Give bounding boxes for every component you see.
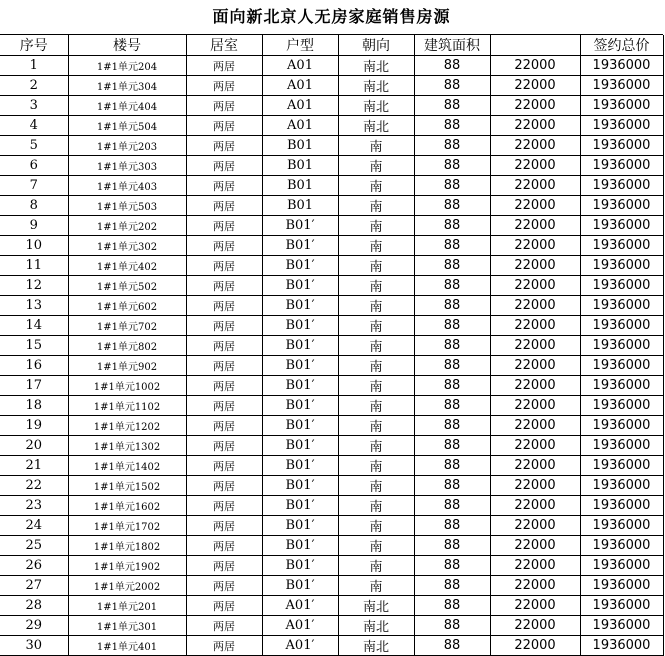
row-building: 1#1单元403 xyxy=(68,176,186,196)
row-seq: 13 xyxy=(0,296,68,316)
row-seq: 16 xyxy=(0,356,68,376)
table-row xyxy=(0,96,663,116)
header-area: 建筑面积 xyxy=(414,35,490,56)
row-area: 88 xyxy=(414,76,490,96)
row-total-price: 1936000 xyxy=(580,256,663,276)
row-unit-price: 22000 xyxy=(490,116,580,136)
row-rooms: 两居 xyxy=(186,236,262,256)
row-unit-price: 22000 xyxy=(490,376,580,396)
row-layout: B01′ xyxy=(262,376,338,396)
row-building: 1#1单元304 xyxy=(68,76,186,96)
table-row xyxy=(0,576,663,596)
row-seq: 25 xyxy=(0,536,68,556)
row-layout: B01 xyxy=(262,196,338,216)
row-layout: A01′ xyxy=(262,616,338,636)
row-seq: 22 xyxy=(0,476,68,496)
table-row xyxy=(0,596,663,616)
row-rooms: 两居 xyxy=(186,316,262,336)
table-row xyxy=(0,236,663,256)
row-area: 88 xyxy=(414,456,490,476)
table-row xyxy=(0,316,663,336)
table-row xyxy=(0,496,663,516)
row-building: 1#1单元203 xyxy=(68,136,186,156)
row-orientation: 南 xyxy=(338,236,414,256)
row-area: 88 xyxy=(414,616,490,636)
row-building: 1#1单元301 xyxy=(68,616,186,636)
row-unit-price: 22000 xyxy=(490,396,580,416)
row-area: 88 xyxy=(414,536,490,556)
row-orientation: 南 xyxy=(338,356,414,376)
row-layout: B01′ xyxy=(262,556,338,576)
row-unit-price: 22000 xyxy=(490,156,580,176)
table-row xyxy=(0,336,663,356)
row-total-price: 1936000 xyxy=(580,456,663,476)
row-total-price: 1936000 xyxy=(580,56,663,76)
row-seq: 26 xyxy=(0,556,68,576)
row-orientation: 南 xyxy=(338,416,414,436)
row-rooms: 两居 xyxy=(186,196,262,216)
row-rooms: 两居 xyxy=(186,536,262,556)
row-building: 1#1单元202 xyxy=(68,216,186,236)
sheet-title: 面向新北京人无房家庭销售房源 xyxy=(0,0,663,35)
row-seq: 15 xyxy=(0,336,68,356)
row-orientation: 南 xyxy=(338,296,414,316)
row-layout: B01′ xyxy=(262,336,338,356)
row-building: 1#1单元702 xyxy=(68,316,186,336)
row-rooms: 两居 xyxy=(186,376,262,396)
row-total-price: 1936000 xyxy=(580,496,663,516)
table-row xyxy=(0,476,663,496)
row-rooms: 两居 xyxy=(186,516,262,536)
row-rooms: 两居 xyxy=(186,136,262,156)
row-building: 1#1单元504 xyxy=(68,116,186,136)
table-row xyxy=(0,456,663,476)
row-area: 88 xyxy=(414,116,490,136)
row-area: 88 xyxy=(414,176,490,196)
row-seq: 1 xyxy=(0,56,68,76)
table-row xyxy=(0,256,663,276)
table-row xyxy=(0,216,663,236)
row-total-price: 1936000 xyxy=(580,376,663,396)
row-orientation: 南 xyxy=(338,376,414,396)
row-area: 88 xyxy=(414,496,490,516)
row-rooms: 两居 xyxy=(186,56,262,76)
table-row xyxy=(0,136,663,156)
row-building: 1#1单元602 xyxy=(68,296,186,316)
row-total-price: 1936000 xyxy=(580,136,663,156)
row-layout: B01′ xyxy=(262,316,338,336)
row-unit-price: 22000 xyxy=(490,436,580,456)
row-total-price: 1936000 xyxy=(580,296,663,316)
row-unit-price: 22000 xyxy=(490,196,580,216)
row-area: 88 xyxy=(414,136,490,156)
row-area: 88 xyxy=(414,256,490,276)
row-area: 88 xyxy=(414,516,490,536)
row-area: 88 xyxy=(414,56,490,76)
table-row xyxy=(0,356,663,376)
header-building: 楼号 xyxy=(68,35,186,56)
row-seq: 29 xyxy=(0,616,68,636)
header-layout: 户型 xyxy=(262,35,338,56)
row-layout: B01′ xyxy=(262,216,338,236)
row-total-price: 1936000 xyxy=(580,156,663,176)
row-seq: 8 xyxy=(0,196,68,216)
row-layout: A01 xyxy=(262,76,338,96)
row-building: 1#1单元1402 xyxy=(68,456,186,476)
row-unit-price: 22000 xyxy=(490,336,580,356)
table-row xyxy=(0,636,663,656)
header-total-price: 签约总价 xyxy=(580,35,663,56)
row-rooms: 两居 xyxy=(186,276,262,296)
table-row xyxy=(0,556,663,576)
row-orientation: 南北 xyxy=(338,596,414,616)
row-layout: B01′ xyxy=(262,456,338,476)
row-area: 88 xyxy=(414,276,490,296)
row-orientation: 南北 xyxy=(338,76,414,96)
row-layout: B01′ xyxy=(262,236,338,256)
row-rooms: 两居 xyxy=(186,616,262,636)
table-row xyxy=(0,76,663,96)
row-area: 88 xyxy=(414,576,490,596)
row-area: 88 xyxy=(414,236,490,256)
row-building: 1#1单元1802 xyxy=(68,536,186,556)
row-layout: B01′ xyxy=(262,516,338,536)
row-layout: B01′ xyxy=(262,476,338,496)
row-building: 1#1单元204 xyxy=(68,56,186,76)
table-row xyxy=(0,156,663,176)
row-area: 88 xyxy=(414,596,490,616)
row-unit-price: 22000 xyxy=(490,636,580,656)
row-seq: 14 xyxy=(0,316,68,336)
row-orientation: 南 xyxy=(338,156,414,176)
row-layout: A01 xyxy=(262,96,338,116)
row-unit-price: 22000 xyxy=(490,176,580,196)
row-unit-price: 22000 xyxy=(490,256,580,276)
table-row xyxy=(0,396,663,416)
row-layout: B01 xyxy=(262,156,338,176)
row-rooms: 两居 xyxy=(186,356,262,376)
row-area: 88 xyxy=(414,156,490,176)
row-unit-price: 22000 xyxy=(490,616,580,636)
row-unit-price: 22000 xyxy=(490,236,580,256)
row-rooms: 两居 xyxy=(186,76,262,96)
row-orientation: 南 xyxy=(338,216,414,236)
row-total-price: 1936000 xyxy=(580,316,663,336)
header-row xyxy=(0,35,663,56)
row-unit-price: 22000 xyxy=(490,216,580,236)
row-rooms: 两居 xyxy=(186,216,262,236)
row-rooms: 两居 xyxy=(186,156,262,176)
row-orientation: 南 xyxy=(338,556,414,576)
row-unit-price: 22000 xyxy=(490,356,580,376)
row-area: 88 xyxy=(414,556,490,576)
row-unit-price: 22000 xyxy=(490,576,580,596)
listing-table xyxy=(0,35,664,656)
row-area: 88 xyxy=(414,296,490,316)
row-seq: 9 xyxy=(0,216,68,236)
row-total-price: 1936000 xyxy=(580,116,663,136)
row-seq: 5 xyxy=(0,136,68,156)
table-row xyxy=(0,296,663,316)
row-total-price: 1936000 xyxy=(580,516,663,536)
row-layout: A01′ xyxy=(262,596,338,616)
row-total-price: 1936000 xyxy=(580,596,663,616)
row-rooms: 两居 xyxy=(186,496,262,516)
row-seq: 19 xyxy=(0,416,68,436)
row-unit-price: 22000 xyxy=(490,76,580,96)
row-rooms: 两居 xyxy=(186,296,262,316)
row-building: 1#1单元1002 xyxy=(68,376,186,396)
row-total-price: 1936000 xyxy=(580,356,663,376)
row-building: 1#1单元902 xyxy=(68,356,186,376)
row-unit-price: 22000 xyxy=(490,56,580,76)
row-orientation: 南北 xyxy=(338,616,414,636)
row-orientation: 南 xyxy=(338,176,414,196)
row-seq: 18 xyxy=(0,396,68,416)
row-building: 1#1单元802 xyxy=(68,336,186,356)
table-row xyxy=(0,516,663,536)
row-orientation: 南北 xyxy=(338,56,414,76)
row-area: 88 xyxy=(414,436,490,456)
row-area: 88 xyxy=(414,356,490,376)
row-building: 1#1单元1902 xyxy=(68,556,186,576)
row-seq: 2 xyxy=(0,76,68,96)
row-building: 1#1单元1102 xyxy=(68,396,186,416)
row-layout: A01 xyxy=(262,116,338,136)
row-building: 1#1单元404 xyxy=(68,96,186,116)
row-layout: B01 xyxy=(262,136,338,156)
row-seq: 27 xyxy=(0,576,68,596)
row-rooms: 两居 xyxy=(186,256,262,276)
row-area: 88 xyxy=(414,196,490,216)
row-layout: B01′ xyxy=(262,296,338,316)
row-building: 1#1单元201 xyxy=(68,596,186,616)
row-total-price: 1936000 xyxy=(580,556,663,576)
header-orientation: 朝向 xyxy=(338,35,414,56)
row-total-price: 1936000 xyxy=(580,236,663,256)
row-building: 1#1单元2002 xyxy=(68,576,186,596)
table-row xyxy=(0,416,663,436)
row-total-price: 1936000 xyxy=(580,636,663,656)
row-area: 88 xyxy=(414,216,490,236)
row-layout: A01′ xyxy=(262,636,338,656)
header-seq: 序号 xyxy=(0,35,68,56)
row-seq: 11 xyxy=(0,256,68,276)
table-row xyxy=(0,276,663,296)
row-building: 1#1单元1702 xyxy=(68,516,186,536)
row-seq: 7 xyxy=(0,176,68,196)
row-orientation: 南北 xyxy=(338,636,414,656)
row-unit-price: 22000 xyxy=(490,556,580,576)
row-layout: B01′ xyxy=(262,396,338,416)
row-orientation: 南 xyxy=(338,196,414,216)
row-area: 88 xyxy=(414,396,490,416)
row-orientation: 南 xyxy=(338,256,414,276)
row-building: 1#1单元303 xyxy=(68,156,186,176)
header-unit-price xyxy=(490,35,580,56)
row-total-price: 1936000 xyxy=(580,416,663,436)
row-seq: 17 xyxy=(0,376,68,396)
row-orientation: 南 xyxy=(338,516,414,536)
row-area: 88 xyxy=(414,416,490,436)
row-orientation: 南 xyxy=(338,436,414,456)
row-unit-price: 22000 xyxy=(490,476,580,496)
row-unit-price: 22000 xyxy=(490,496,580,516)
row-layout: B01′ xyxy=(262,256,338,276)
row-building: 1#1单元401 xyxy=(68,636,186,656)
row-area: 88 xyxy=(414,316,490,336)
row-seq: 28 xyxy=(0,596,68,616)
row-rooms: 两居 xyxy=(186,396,262,416)
row-seq: 6 xyxy=(0,156,68,176)
row-unit-price: 22000 xyxy=(490,596,580,616)
row-layout: B01′ xyxy=(262,496,338,516)
row-unit-price: 22000 xyxy=(490,316,580,336)
table-body xyxy=(0,56,663,656)
row-total-price: 1936000 xyxy=(580,336,663,356)
row-seq: 3 xyxy=(0,96,68,116)
row-building: 1#1单元302 xyxy=(68,236,186,256)
row-layout: B01′ xyxy=(262,416,338,436)
row-rooms: 两居 xyxy=(186,476,262,496)
row-orientation: 南 xyxy=(338,276,414,296)
row-total-price: 1936000 xyxy=(580,396,663,416)
row-total-price: 1936000 xyxy=(580,196,663,216)
row-total-price: 1936000 xyxy=(580,536,663,556)
row-orientation: 南 xyxy=(338,396,414,416)
row-total-price: 1936000 xyxy=(580,216,663,236)
row-unit-price: 22000 xyxy=(490,536,580,556)
row-total-price: 1936000 xyxy=(580,176,663,196)
row-orientation: 南 xyxy=(338,536,414,556)
row-layout: B01′ xyxy=(262,276,338,296)
row-seq: 20 xyxy=(0,436,68,456)
row-building: 1#1单元1602 xyxy=(68,496,186,516)
table-row xyxy=(0,436,663,456)
row-area: 88 xyxy=(414,636,490,656)
row-unit-price: 22000 xyxy=(490,136,580,156)
row-total-price: 1936000 xyxy=(580,576,663,596)
row-orientation: 南 xyxy=(338,576,414,596)
row-orientation: 南 xyxy=(338,456,414,476)
row-unit-price: 22000 xyxy=(490,416,580,436)
row-area: 88 xyxy=(414,476,490,496)
row-total-price: 1936000 xyxy=(580,276,663,296)
row-seq: 23 xyxy=(0,496,68,516)
row-total-price: 1936000 xyxy=(580,616,663,636)
row-rooms: 两居 xyxy=(186,336,262,356)
row-seq: 24 xyxy=(0,516,68,536)
row-layout: A01 xyxy=(262,56,338,76)
row-total-price: 1936000 xyxy=(580,476,663,496)
row-rooms: 两居 xyxy=(186,96,262,116)
row-orientation: 南 xyxy=(338,316,414,336)
row-total-price: 1936000 xyxy=(580,436,663,456)
table-row xyxy=(0,616,663,636)
row-unit-price: 22000 xyxy=(490,276,580,296)
row-building: 1#1单元1302 xyxy=(68,436,186,456)
row-rooms: 两居 xyxy=(186,436,262,456)
row-orientation: 南 xyxy=(338,336,414,356)
table-row xyxy=(0,196,663,216)
row-unit-price: 22000 xyxy=(490,96,580,116)
row-unit-price: 22000 xyxy=(490,516,580,536)
row-total-price: 1936000 xyxy=(580,96,663,116)
row-building: 1#1单元502 xyxy=(68,276,186,296)
row-area: 88 xyxy=(414,96,490,116)
row-seq: 12 xyxy=(0,276,68,296)
row-orientation: 南北 xyxy=(338,116,414,136)
row-rooms: 两居 xyxy=(186,116,262,136)
row-rooms: 两居 xyxy=(186,416,262,436)
row-orientation: 南北 xyxy=(338,96,414,116)
row-area: 88 xyxy=(414,336,490,356)
row-layout: B01′ xyxy=(262,436,338,456)
row-rooms: 两居 xyxy=(186,456,262,476)
row-orientation: 南 xyxy=(338,496,414,516)
table-row xyxy=(0,376,663,396)
row-unit-price: 22000 xyxy=(490,456,580,476)
table-row xyxy=(0,56,663,76)
row-orientation: 南 xyxy=(338,136,414,156)
row-layout: B01′ xyxy=(262,576,338,596)
row-layout: B01 xyxy=(262,176,338,196)
table-row xyxy=(0,176,663,196)
row-area: 88 xyxy=(414,376,490,396)
row-layout: B01′ xyxy=(262,356,338,376)
row-total-price: 1936000 xyxy=(580,76,663,96)
row-seq: 10 xyxy=(0,236,68,256)
row-unit-price: 22000 xyxy=(490,296,580,316)
row-rooms: 两居 xyxy=(186,576,262,596)
row-seq: 21 xyxy=(0,456,68,476)
table-row xyxy=(0,116,663,136)
row-building: 1#1单元503 xyxy=(68,196,186,216)
row-rooms: 两居 xyxy=(186,176,262,196)
row-building: 1#1单元1502 xyxy=(68,476,186,496)
row-building: 1#1单元402 xyxy=(68,256,186,276)
row-rooms: 两居 xyxy=(186,636,262,656)
header-rooms: 居室 xyxy=(186,35,262,56)
row-rooms: 两居 xyxy=(186,596,262,616)
row-building: 1#1单元1202 xyxy=(68,416,186,436)
row-rooms: 两居 xyxy=(186,556,262,576)
row-seq: 4 xyxy=(0,116,68,136)
row-layout: B01′ xyxy=(262,536,338,556)
row-orientation: 南 xyxy=(338,476,414,496)
table-row xyxy=(0,536,663,556)
row-seq: 30 xyxy=(0,636,68,656)
